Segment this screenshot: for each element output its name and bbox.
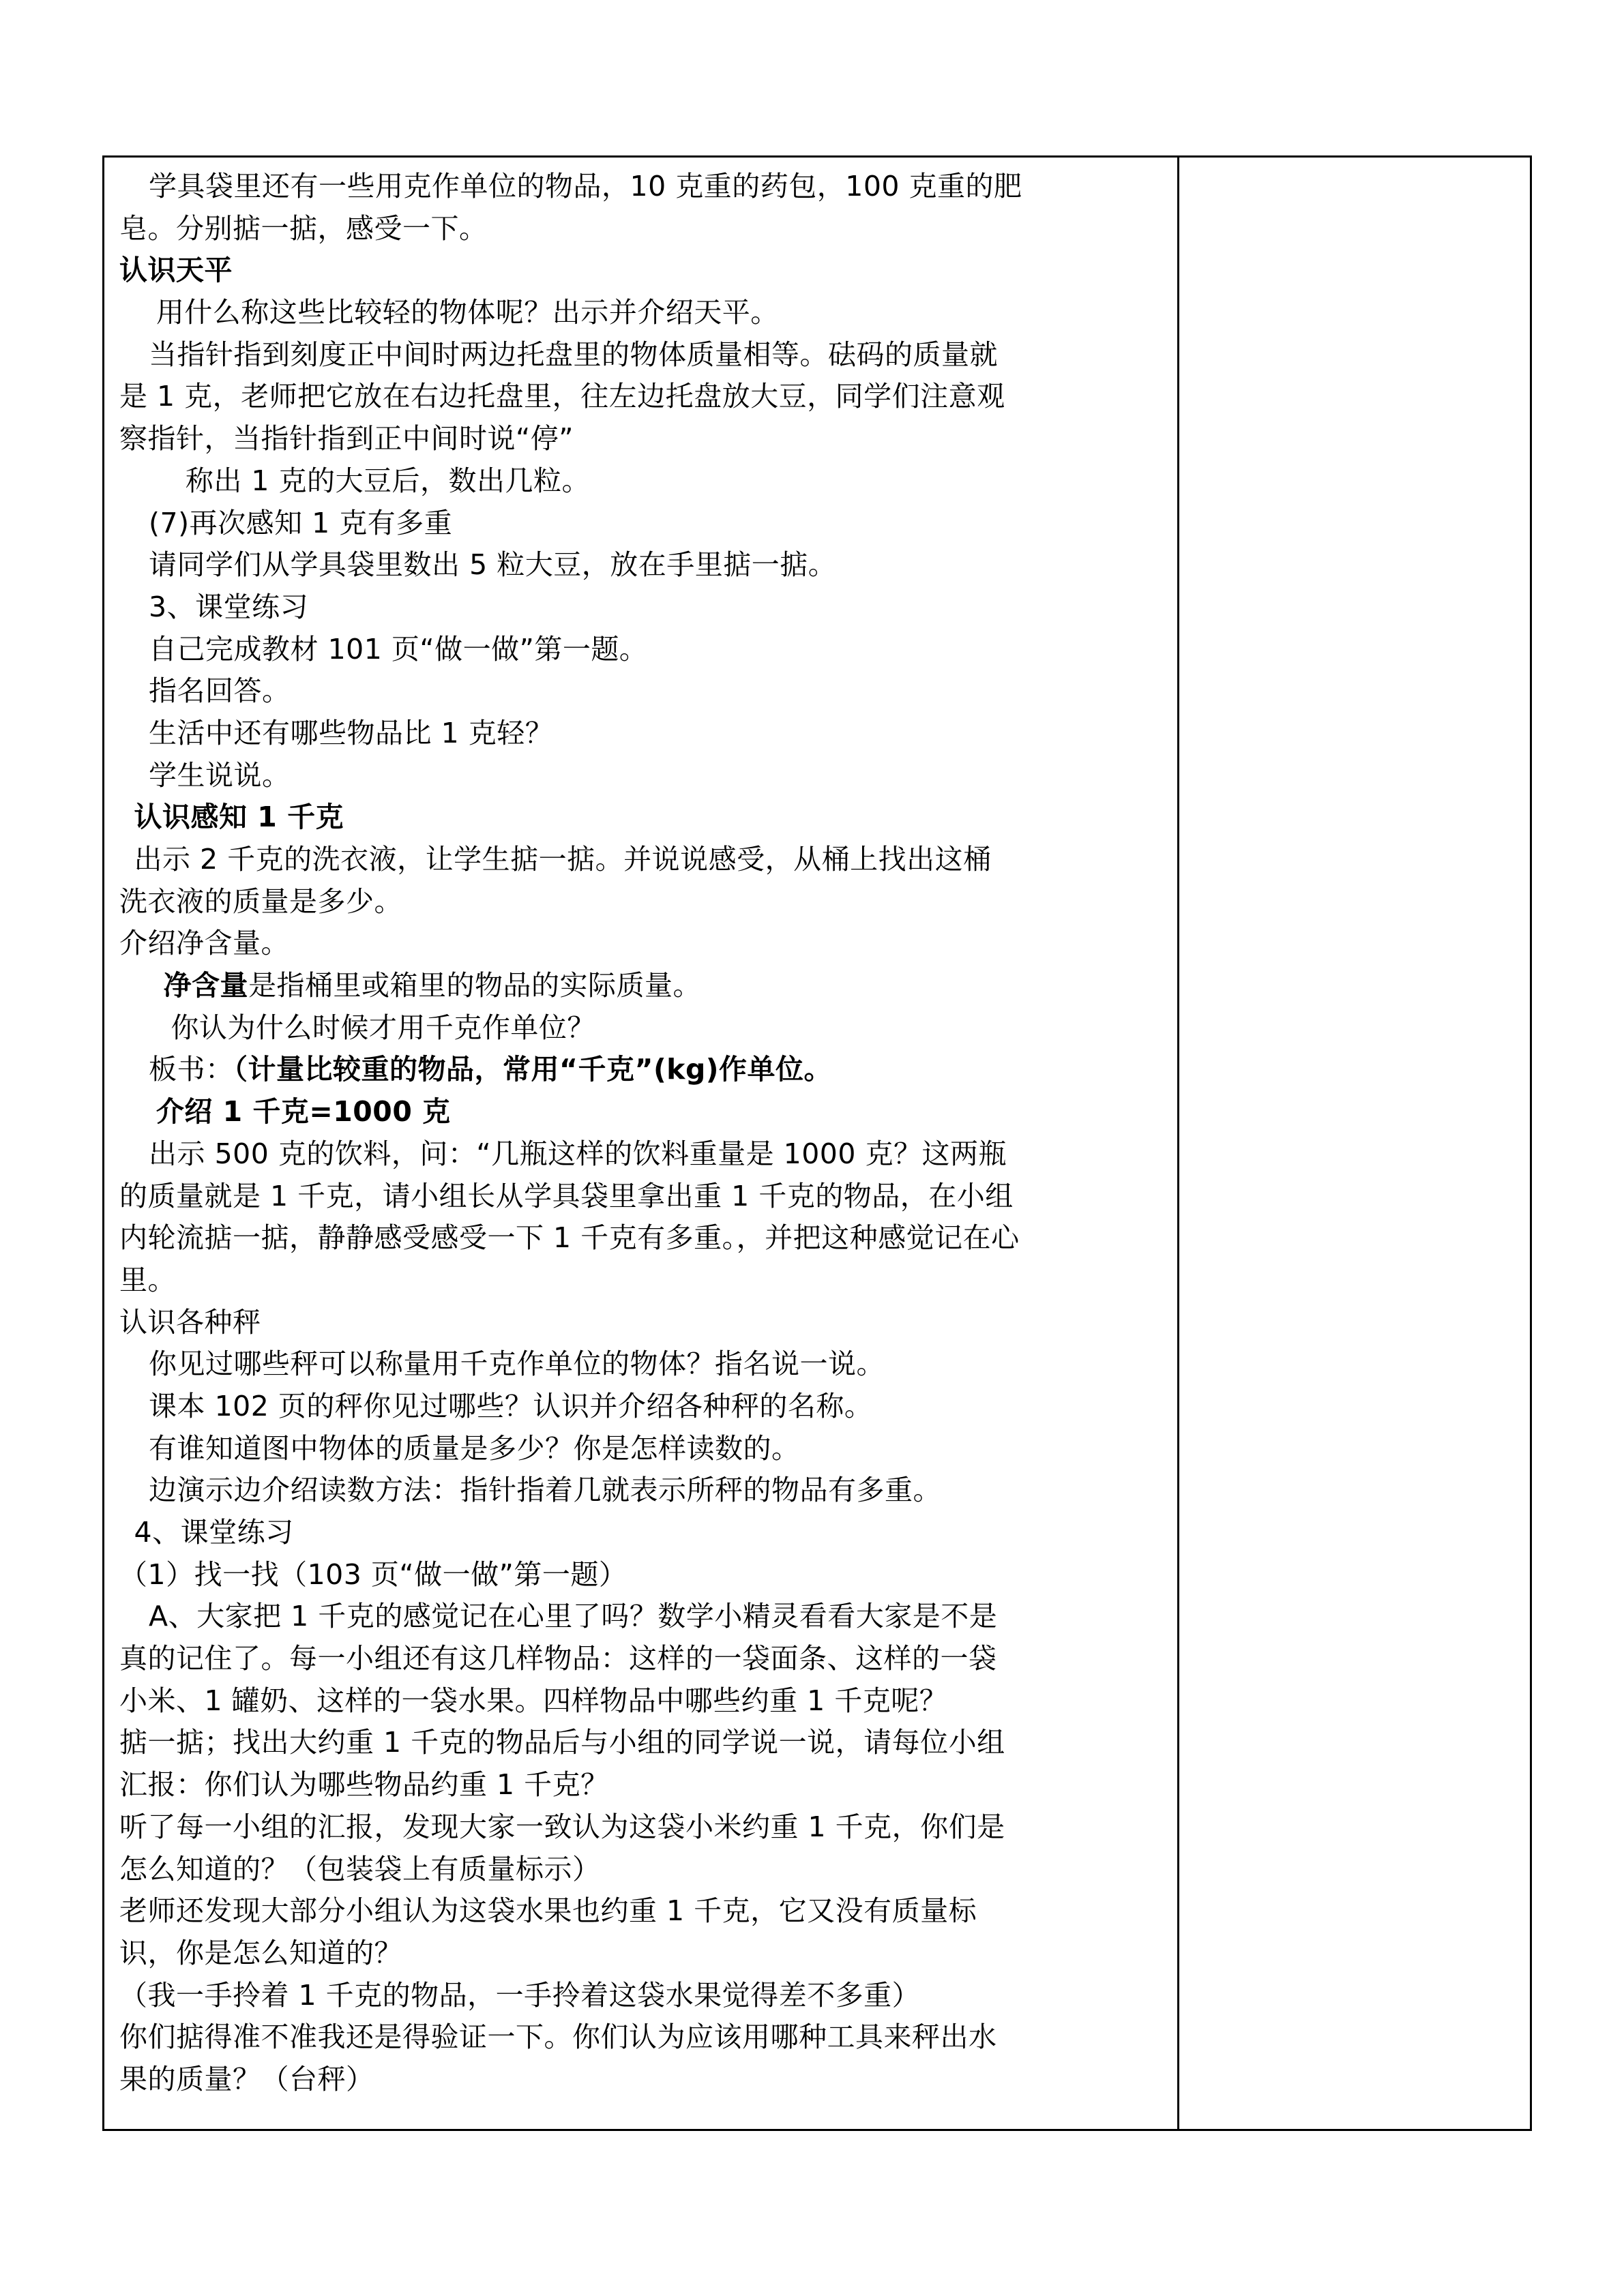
text-line: 老师还发现大部分小组认为这袋水果也约重 1 千克，它又没有质量标 [119,1894,977,1928]
text-line: 介绍 1 千克=1000 克 [156,1095,451,1129]
text-line: 请同学们从学具袋里数出 5 粒大豆，放在手里掂一掂。 [149,548,837,582]
text-segment: 板书： [149,1053,234,1086]
text-segment: （计量比较重的物品，常用“千克”(kg)作单位。 [233,1053,833,1086]
text-line: 你们掂得准不准我还是得验证一下。你们认为应该用哪种工具来秤出水 [119,2021,997,2054]
text-line: 学生说说。 [149,758,291,792]
text-line: 课本 102 页的秤你见过哪些？认识并介绍各种秤的名称。 [149,1389,873,1422]
text-line: 皂。分别掂一掂，感受一下。 [119,211,488,245]
text-line: 出示 500 克的饮料，问：“几瓶这样的饮料重量是 1000 克？这两瓶 [149,1137,1007,1170]
text-line: 介绍净含量。 [119,927,289,960]
text-line: 察指针，当指针指到正中间时说“停” [119,422,574,456]
text-line: 认识各种秤 [119,1305,261,1339]
text-line: 当指针指到刻度正中间时两边托盘里的物体质量相等。砝码的质量就 [149,338,999,371]
text-line: A、大家把 1 千克的感觉记在心里了吗？数学小精灵看看大家是不是 [149,1600,998,1633]
text-line: 内轮流掂一掂，静静感受感受一下 1 千克有多重。，并把这种感觉记在心 [119,1221,1020,1255]
text-line: 里。 [119,1263,176,1296]
text-line: 识，你是怎么知道的？ [119,1936,402,1969]
lesson-plan-table [102,155,1532,2131]
text-line: （1）找一找（103 页“做一做”第一题） [119,1557,628,1591]
text-line: 小米、1 罐奶、这样的一袋水果。四样物品中哪些约重 1 千克呢？ [119,1684,948,1717]
text-line: 真的记住了。每一小组还有这几样物品：这样的一袋面条、这样的一袋 [119,1642,997,1675]
text-line: 有谁知道图中物体的质量是多少？你是怎样读数的。 [149,1431,800,1465]
text-line: 你见过哪些秤可以称量用千克作单位的物体？指名说一说。 [149,1347,885,1381]
text-line: 果的质量？（台秤） [119,2062,374,2096]
text-line: 学具袋里还有一些用克作单位的物品，10 克重的药包，100 克重的肥 [149,170,1022,203]
text-line: 是 1 克，老师把它放在右边托盘里，往左边托盘放大豆，同学们注意观 [119,380,1005,413]
text-line [119,1049,1170,1091]
text-line: 出示 2 千克的洗衣液，让学生掂一掂。并说说感受，从桶上找出这桶 [134,843,992,876]
text-line: 自己完成教材 101 页“做一做”第一题。 [149,632,648,666]
text-line: 认识感知 1 千克 [134,801,344,834]
text-line: 掂一掂；找出大约重 1 千克的物品后与小组的同学说一说，请每位小组 [119,1726,1005,1759]
text-line: 的质量就是 1 千克，请小组长从学具袋里拿出重 1 千克的物品，在小组 [119,1179,1014,1212]
text-line: 生活中还有哪些物品比 1 克轻？ [149,716,554,749]
text-line: 怎么知道的？（包装袋上有质量标示） [119,1852,601,1885]
text-line: 3、课堂练习 [149,590,309,623]
text-line: 边演示边介绍读数方法：指针指着几就表示所秤的物品有多重。 [149,1474,942,1507]
text-line: 听了每一小组的汇报，发现大家一致认为这袋小米约重 1 千克，你们是 [119,1810,1005,1843]
lesson-content-cell [119,166,1170,2101]
notes-cell [1179,158,1530,2129]
text-line: 称出 1 克的大豆后，数出几粒。 [185,464,591,497]
text-line: （我一手拎着 1 千克的物品，一手拎着这袋水果觉得差不多重） [119,1978,921,2012]
text-line: (7)再次感知 1 克有多重 [149,506,453,539]
text-line [119,965,1170,1007]
text-line: 认识天平 [119,254,233,287]
text-line: 你认为什么时候才用千克作单位？ [171,1011,595,1044]
text-segment: 净含量 [163,969,249,1002]
text-line: 洗衣液的质量是多少。 [119,884,402,918]
text-segment: 是指桶里或箱里的物品的实际质量。 [248,969,702,1002]
text-line: 汇报：你们认为哪些物品约重 1 千克？ [119,1768,609,1802]
text-line: 用什么称这些比较轻的物体呢？出示并介绍天平。 [156,296,779,329]
text-line: 指名回答。 [149,674,291,708]
text-line: 4、课堂练习 [134,1516,294,1549]
